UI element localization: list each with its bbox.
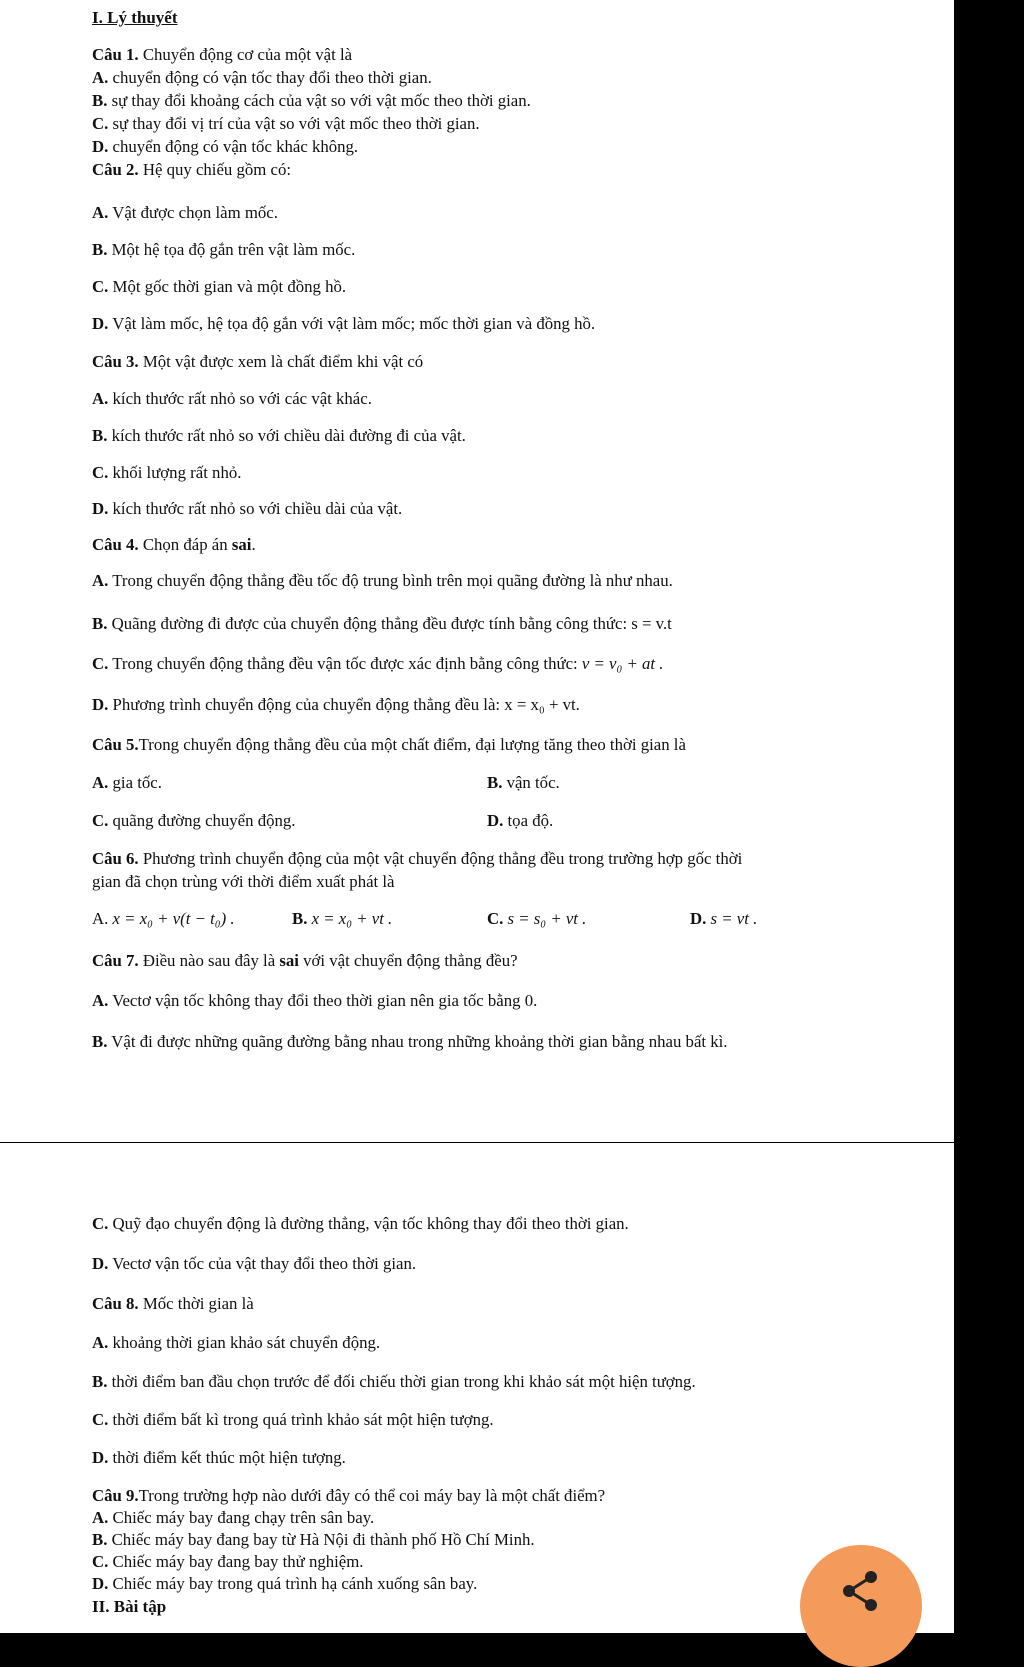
q7-option-c: C. Quỹ đạo chuyển động là đường thẳng, vận tốc không thay đổi theo thời gian. — [92, 1214, 629, 1233]
q5-option-a: A. gia tốc. — [92, 773, 162, 792]
question-3: Câu 3. Một vật được xem là chất điểm khi vật có — [92, 352, 424, 371]
q4-option-c: C. Trong chuyển động thẳng đều vận tốc được xác định bằng công thức: v = v₀ + at . — [92, 654, 664, 673]
q3-option-c: C. khối lượng rất nhỏ. — [92, 463, 242, 482]
question-4: Câu 4. Chọn đáp án sai. — [92, 535, 256, 554]
q5-option-d: D. tọa độ. — [487, 811, 554, 830]
q9-option-a: A. Chiếc máy bay đang chạy trên sân bay. — [92, 1508, 375, 1527]
question-5: Câu 5.Trong chuyển động thẳng đều của một chất điểm, đại lượng tăng theo thời gian là — [92, 735, 686, 754]
question-7: Câu 7. Điều nào sau đây là sai với vật chuyển động thẳng đều? — [92, 951, 518, 970]
share-icon — [837, 1567, 885, 1615]
q7-option-d: D. Vectơ vận tốc của vật thay đổi theo thời gian. — [92, 1254, 417, 1273]
q1-option-d: D. chuyển động có vận tốc khác không. — [92, 137, 359, 156]
q8-option-c: C. thời điểm bất kì trong quá trình khảo sát một hiện tượng. — [92, 1410, 494, 1429]
q4-option-d: D. Phương trình chuyển động của chuyển động thẳng đều là: x = x₀ + vt. — [92, 695, 580, 714]
question-1: Câu 1. Chuyển động cơ của một vật là — [92, 45, 353, 64]
q1-option-b: B. sự thay đổi khoảng cách của vật so với vật mốc theo thời gian. — [92, 91, 531, 110]
q2-option-a: A. Vật được chọn làm mốc. — [92, 203, 278, 222]
q2-option-b: B. Một hệ tọa độ gắn trên vật làm mốc. — [92, 240, 356, 259]
q3-option-a: A. kích thước rất nhỏ so với các vật khác. — [92, 389, 372, 408]
section-heading-2: II. Bài tập — [92, 1597, 167, 1616]
q6-option-b: B. x = x₀ + vt . — [292, 909, 393, 928]
q7-option-b: B. Vật đi được những quãng đường bằng nhau trong những khoảng thời gian bằng nhau bất kì. — [92, 1032, 728, 1051]
q3-option-d: D. kích thước rất nhỏ so với chiều dài của vật. — [92, 499, 403, 518]
share-button[interactable] — [800, 1545, 922, 1667]
q2-option-c: C. Một gốc thời gian và một đồng hồ. — [92, 277, 347, 296]
q8-option-a: A. khoảng thời gian khảo sát chuyển động. — [92, 1333, 381, 1352]
q3-option-b: B. kích thước rất nhỏ so với chiều dài đường đi của vật. — [92, 426, 466, 445]
q1-option-a: A. chuyển động có vận tốc thay đổi theo thời gian. — [92, 68, 432, 87]
q9-option-c: C. Chiếc máy bay đang bay thử nghiệm. — [92, 1552, 364, 1571]
question-9: Câu 9.Trong trường hợp nào dưới đây có thể coi máy bay là một chất điểm? — [92, 1486, 606, 1505]
q8-option-b: B. thời điểm ban đầu chọn trước để đối chiếu thời gian trong khi khảo sát một hiện tượng. — [92, 1372, 696, 1391]
q6-option-a: A. x = x₀ + v(t − t₀) . — [92, 909, 235, 928]
q7-option-a: A. Vectơ vận tốc không thay đổi theo thời gian nên gia tốc bằng 0. — [92, 991, 538, 1010]
q4-option-b: B. Quãng đường đi được của chuyển động thẳng đều được tính bằng công thức: s = v.t — [92, 614, 672, 633]
q6-option-c: C. s = s₀ + vt . — [487, 909, 587, 928]
q9-option-b: B. Chiếc máy bay đang bay từ Hà Nội đi thành phố Hồ Chí Minh. — [92, 1530, 535, 1549]
question-6-line-2: gian đã chọn trùng với thời điểm xuất phát là — [92, 872, 395, 891]
q8-option-d: D. thời điểm kết thúc một hiện tượng. — [92, 1448, 346, 1467]
question-8: Câu 8. Mốc thời gian là — [92, 1294, 254, 1313]
section-heading: I. Lý thuyết — [92, 8, 178, 27]
q5-option-b: B. vận tốc. — [487, 773, 560, 792]
q1-option-c: C. sự thay đổi vị trí của vật so với vật mốc theo thời gian. — [92, 114, 480, 133]
q2-option-d: D. Vật làm mốc, hệ tọa độ gắn với vật làm mốc; mốc thời gian và đồng hồ. — [92, 314, 596, 333]
q6-option-d: D. s = vt . — [690, 909, 758, 928]
question-2: Câu 2. Hệ quy chiếu gồm có: — [92, 160, 292, 179]
question-6: Câu 6. Phương trình chuyển động của một vật chuyển động thẳng đều trong trường hợp gốc thời — [92, 849, 743, 868]
q5-option-c: C. quãng đường chuyển động. — [92, 811, 296, 830]
q9-option-d: D. Chiếc máy bay trong quá trình hạ cánh xuống sân bay. — [92, 1574, 478, 1593]
page-gap — [0, 1040, 954, 1142]
q4-option-a: A. Trong chuyển động thẳng đều tốc độ trung bình trên mọi quãng đường là như nhau. — [92, 571, 673, 590]
